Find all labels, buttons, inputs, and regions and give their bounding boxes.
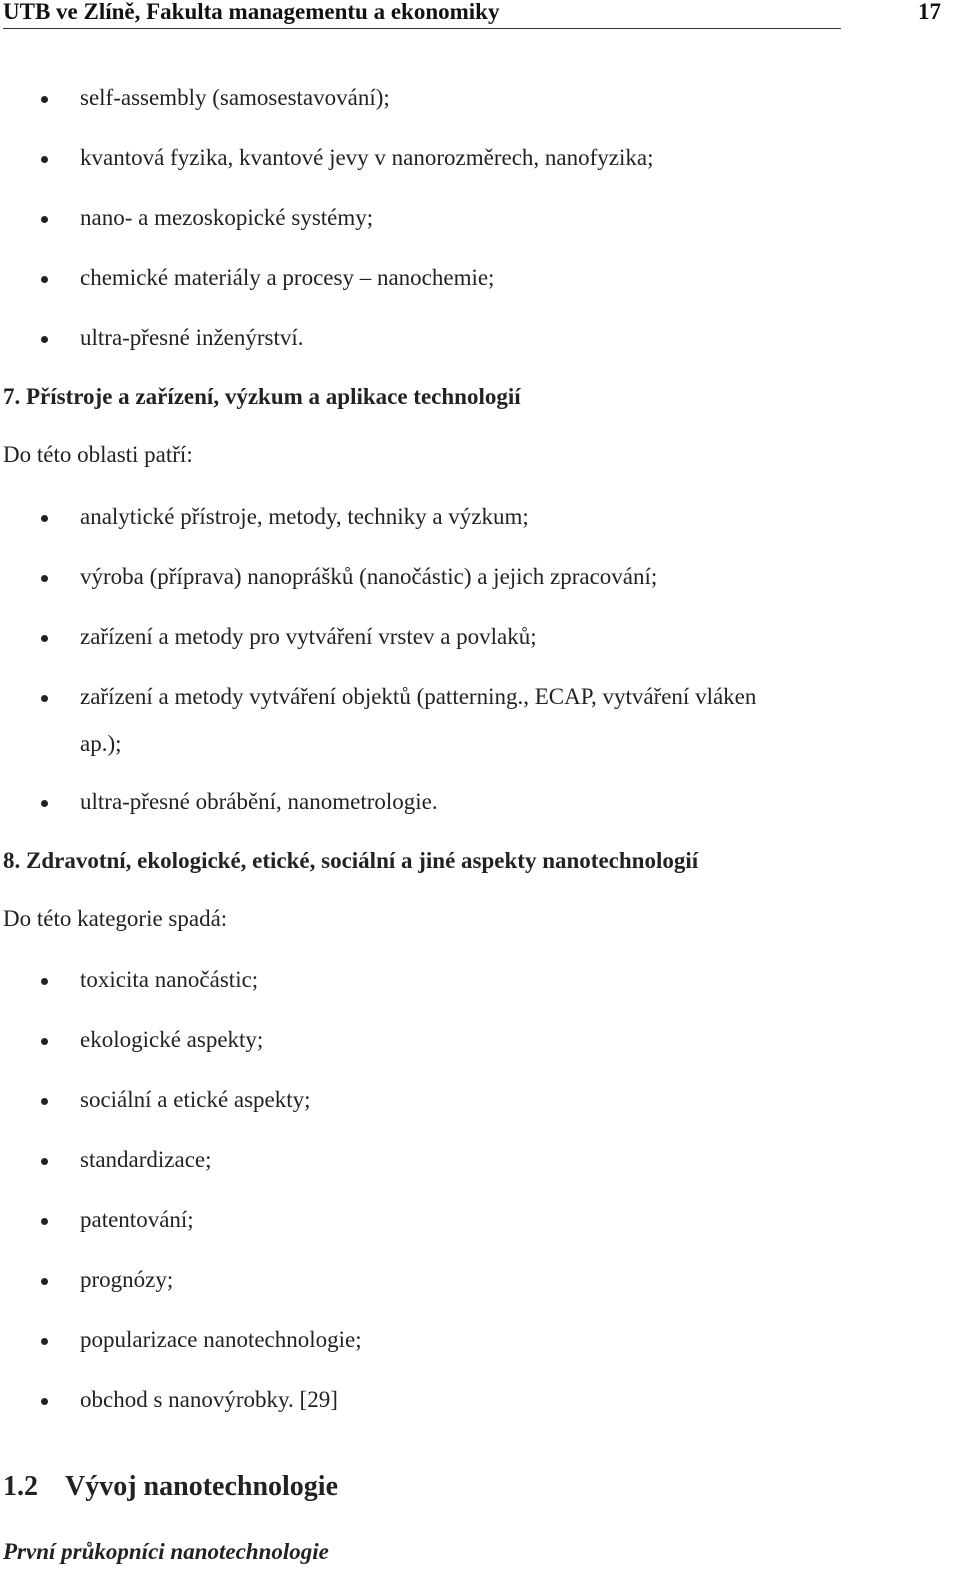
list-item: výroba (příprava) nanoprášků (nanočástic) a jejich zpracování;: [80, 564, 658, 589]
bullet-icon: [41, 1218, 48, 1225]
list-item: ekologické aspekty;: [80, 1027, 264, 1052]
header-title: UTB ve Zlíně, Fakulta managementu a ekonomiky: [3, 0, 500, 24]
chapter-title: Vývoj nanotechnologie: [65, 1471, 338, 1502]
section-intro: Do této kategorie spadá:: [3, 906, 228, 931]
bullet-icon: [41, 1338, 48, 1345]
section-heading: 7. Přístroje a zařízení, výzkum a aplikace technologií: [3, 384, 521, 409]
list-item: chemické materiály a procesy – nanochemie;: [80, 265, 495, 290]
section-heading: 8. Zdravotní, ekologické, etické, sociální a jiné aspekty nanotechnologií: [3, 848, 699, 873]
list-item: prognózy;: [80, 1267, 174, 1292]
list-item-continuation: ap.);: [80, 731, 122, 756]
list-item: zařízení a metody pro vytváření vrstev a povlaků;: [80, 624, 537, 649]
list-item: popularizace nanotechnologie;: [80, 1327, 362, 1352]
list-item: patentování;: [80, 1207, 194, 1232]
list-item: zařízení a metody vytváření objektů (patterning., ECAP, vytváření vláken: [80, 684, 757, 709]
list-item: self-assembly (samosestavování);: [80, 85, 390, 110]
bullet-icon: [41, 800, 48, 807]
list-item: nano- a mezoskopické systémy;: [80, 205, 374, 230]
bullet-icon: [41, 1278, 48, 1285]
page-number: 17: [918, 0, 941, 24]
bullet-icon: [41, 96, 48, 103]
list-item: ultra-přesné inženýrství.: [80, 325, 304, 350]
chapter-number: 1.2: [3, 1471, 38, 1502]
list-item: toxicita nanočástic;: [80, 967, 259, 992]
list-item: analytické přístroje, metody, techniky a výzkum;: [80, 504, 529, 529]
bullet-icon: [41, 276, 48, 283]
bullet-icon: [41, 635, 48, 642]
bullet-icon: [41, 1038, 48, 1045]
bullet-icon: [41, 695, 48, 702]
subheading: První průkopníci nanotechnologie: [3, 1539, 329, 1564]
list-item: sociální a etické aspekty;: [80, 1087, 311, 1112]
page-header: [3, 0, 841, 29]
bullet-icon: [41, 1158, 48, 1165]
list-item: kvantová fyzika, kvantové jevy v nanorozměrech, nanofyzika;: [80, 145, 654, 170]
section-intro: Do této oblasti patří:: [3, 442, 193, 467]
list-item: obchod s nanovýrobky. [29]: [80, 1387, 338, 1412]
list-item: standardizace;: [80, 1147, 212, 1172]
bullet-icon: [41, 156, 48, 163]
bullet-icon: [41, 978, 48, 985]
bullet-icon: [41, 216, 48, 223]
bullet-icon: [41, 1398, 48, 1405]
bullet-icon: [41, 575, 48, 582]
list-item: ultra-přesné obrábění, nanometrologie.: [80, 789, 438, 814]
bullet-icon: [41, 515, 48, 522]
bullet-icon: [41, 336, 48, 343]
bullet-icon: [41, 1098, 48, 1105]
